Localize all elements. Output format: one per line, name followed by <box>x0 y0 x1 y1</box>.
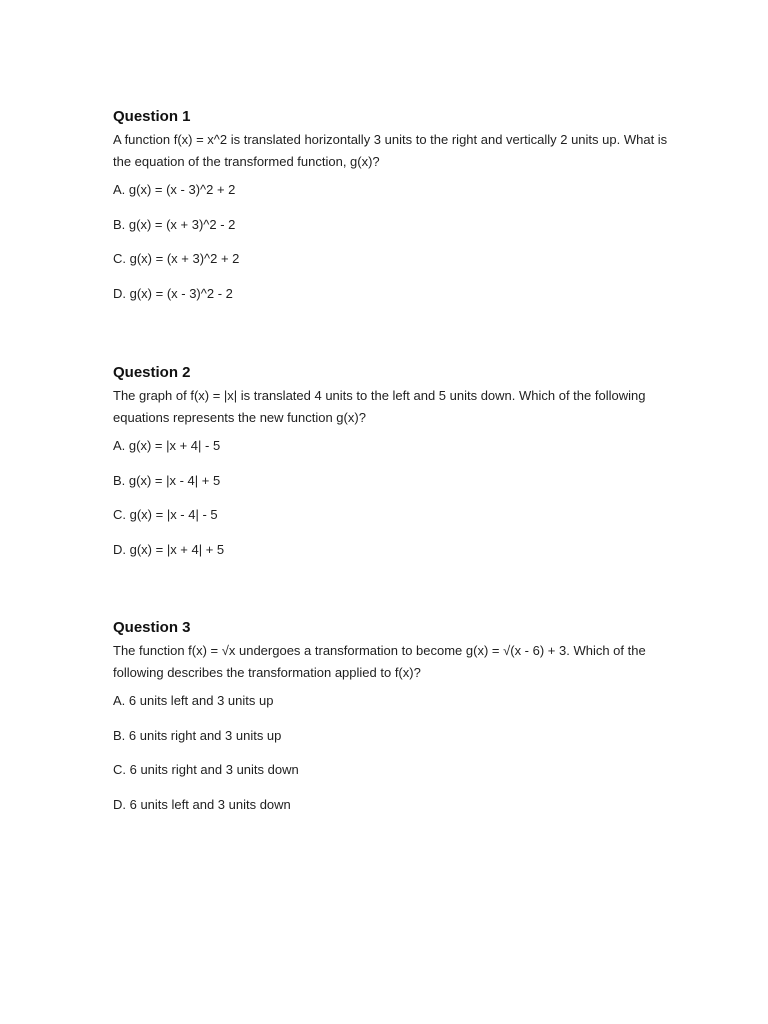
option-c: C. g(x) = (x + 3)^2 + 2 <box>113 251 240 267</box>
question-2 <box>113 363 673 574</box>
option-d: D. 6 units left and 3 units down <box>113 796 291 812</box>
question-text: The function f(x) = √x undergoes a transformation to become g(x) = √(x - 6) + 3. Which of the following describes the transformation applied to f(x)? <box>113 643 646 680</box>
option-a: A. g(x) = |x + 4| - 5 <box>113 438 221 453</box>
answer-options <box>113 436 673 560</box>
option-c: C. g(x) = |x - 4| - 5 <box>113 507 218 523</box>
option-a: A. g(x) = (x - 3)^2 + 2 <box>113 182 236 197</box>
option-b: B. g(x) = |x - 4| + 5 <box>113 472 221 488</box>
question-text: The graph of f(x) = |x| is translated 4 units to the left and 5 units down. Which of the following equations represents the new function g(x)? <box>113 388 646 425</box>
question-title: Question 1 <box>113 108 191 125</box>
option-d: D. g(x) = |x + 4| + 5 <box>113 541 225 557</box>
option-b: B. g(x) = (x + 3)^2 - 2 <box>113 216 236 232</box>
question-1 <box>113 107 673 318</box>
answer-options <box>113 691 673 815</box>
question-title: Question 3 <box>113 619 191 636</box>
option-c: C. 6 units right and 3 units down <box>113 762 299 778</box>
question-title: Question 2 <box>113 364 191 381</box>
question-text: A function f(x) = x^2 is translated horizontally 3 units to the right and vertically 2 units up. What is the equation of the transformed function, g(x)? <box>113 132 668 169</box>
option-b: B. 6 units right and 3 units up <box>113 727 282 743</box>
option-a: A. 6 units left and 3 units up <box>113 693 274 708</box>
option-d: D. g(x) = (x - 3)^2 - 2 <box>113 285 233 301</box>
question-3 <box>113 618 673 829</box>
answer-options <box>113 180 673 304</box>
